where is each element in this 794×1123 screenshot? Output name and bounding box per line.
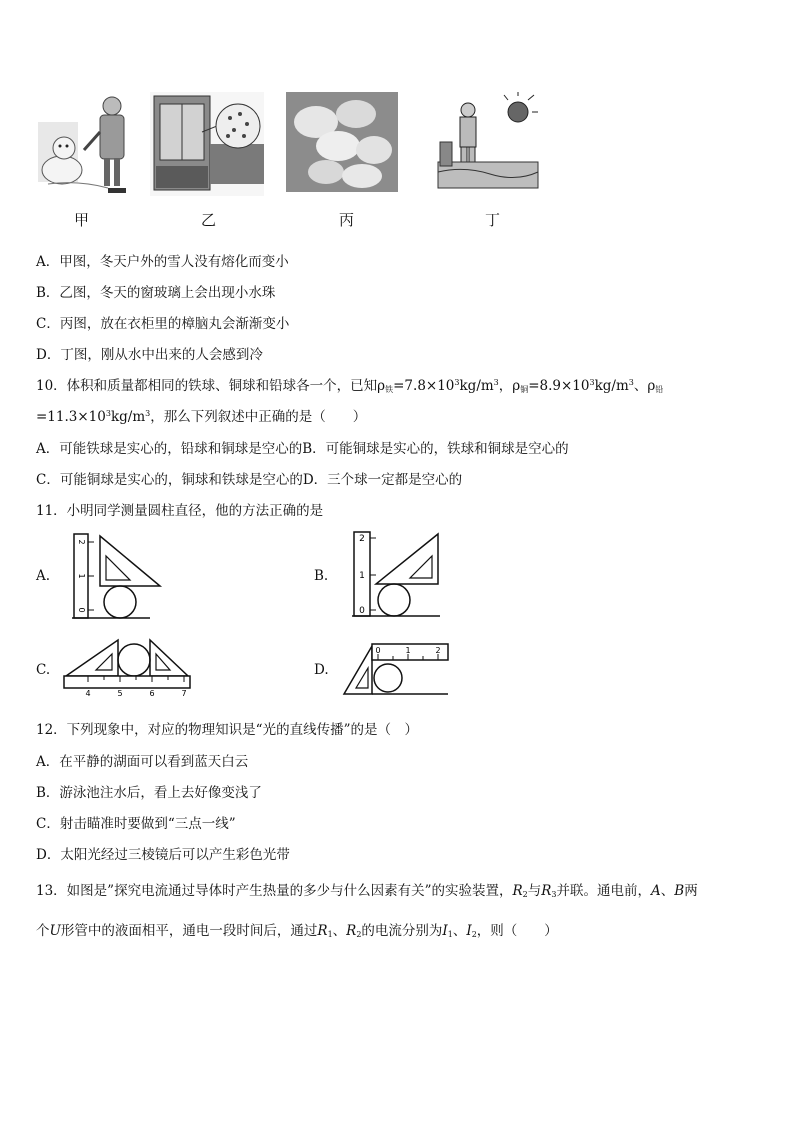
- q12-option-a: A．在平静的湖面可以看到蓝天白云: [36, 754, 249, 770]
- q10-stem-line1: [36, 374, 663, 395]
- q13-dun-2: 、: [332, 923, 347, 939]
- q11-label-b: B.: [314, 568, 329, 584]
- ruler-a-tick-0: 0: [77, 607, 86, 613]
- q12-option-b: B．游泳池注水后，看上去好像变浅了: [36, 785, 262, 801]
- window-illustration: [150, 92, 264, 196]
- val-iron: =7.8×10: [393, 378, 455, 394]
- q13-stem-b: 并联。通电前，: [556, 883, 652, 899]
- q13-stem-line2: [36, 919, 558, 939]
- unit-exp-iron: 3: [493, 378, 499, 387]
- ruler-c-tick-5: 5: [117, 689, 123, 698]
- mothballs-photo: [286, 92, 398, 192]
- exp-lead: 3: [105, 409, 111, 418]
- ruler-b-tick-2: 2: [359, 534, 365, 544]
- unit-copper: kg/m: [594, 378, 629, 394]
- swimmer-illustration: [434, 92, 542, 196]
- ruler-d-tick-2: 2: [435, 646, 441, 655]
- ruler-a-tick-1: 1: [77, 573, 86, 579]
- ruler-c-tick-4: 4: [85, 689, 91, 698]
- i1-symbol: I: [442, 923, 448, 939]
- caption-yi: 乙: [201, 211, 217, 229]
- ruler-a-tick-2: 2: [77, 539, 86, 545]
- caption-jia: 甲: [74, 211, 90, 229]
- q11-figure-b: [346, 530, 446, 622]
- q10-stem-a: 10．体积和质量都相同的铁球、铜球和铅球各一个，已知ρ: [36, 378, 386, 394]
- i2-sub: 2: [471, 930, 477, 939]
- q13-liang: 两: [684, 883, 698, 899]
- letter-b: B: [674, 883, 685, 899]
- r1-symbol: R: [317, 923, 328, 939]
- q9-option-a: A．甲图，冬天户外的雪人没有熔化而变小: [36, 254, 289, 270]
- i1-sub: 1: [447, 930, 453, 939]
- q12-stem: 12．下列现象中，对应的物理知识是“光的直线传播”的是（ ）: [36, 722, 418, 738]
- letter-u: U: [49, 923, 61, 939]
- r1-sub: 1: [327, 930, 333, 939]
- q13-line2-a: 个: [36, 923, 50, 939]
- ruler-b-tick-0: 0: [359, 606, 365, 616]
- q13-line2-d: ，则（ ）: [476, 923, 558, 939]
- unit-exp-lead: 3: [145, 409, 151, 418]
- q13-stem-line1: [36, 879, 698, 899]
- q11-stem: 11．小明同学测量圆柱直径，他的方法正确的是: [36, 503, 324, 519]
- q12-option-c: C．射击瞄准时要做到“三点一线”: [36, 816, 236, 832]
- sub-lead: 铅: [655, 385, 664, 394]
- q11-label-a: A.: [36, 568, 51, 584]
- unit-iron: kg/m: [459, 378, 494, 394]
- caption-bing: 丙: [339, 211, 355, 229]
- r2-symbol: R: [512, 883, 523, 899]
- i2-symbol: I: [466, 923, 472, 939]
- val-lead: =11.3×10: [36, 409, 106, 425]
- q12-option-d: D．太阳光经过三棱镜后可以产生彩色光带: [36, 847, 290, 863]
- q10-options-ab: A．可能铁球是实心的，铅球和铜球是空心的B．可能铜球是实心的，铁球和铜球是空心的: [36, 441, 569, 457]
- q10-stem-line2: [36, 405, 366, 425]
- r2-sub: 2: [522, 890, 528, 899]
- sub-iron: 铁: [385, 385, 394, 394]
- letter-a: A: [651, 883, 661, 899]
- val-copper: =8.9×10: [528, 378, 590, 394]
- caption-ding: 丁: [485, 211, 501, 229]
- unit-lead: kg/m: [110, 409, 146, 425]
- q9-option-c: C．丙图，放在衣柜里的樟脑丸会渐渐变小: [36, 316, 290, 332]
- q11-figure-c: [62, 636, 194, 698]
- unit-exp-copper: 3: [628, 378, 634, 387]
- q11-figure-a: [70, 532, 166, 622]
- q13-yu: 与: [527, 883, 542, 899]
- q10-stem-b: ，那么下列叙述中正确的是（ ）: [150, 409, 367, 425]
- ruler-c-tick-6: 6: [149, 689, 155, 698]
- sep-2: 、ρ: [633, 378, 656, 394]
- ruler-c-tick-7: 7: [181, 689, 187, 698]
- q13-line2-b: 形管中的液面相平，通电一段时间后，通过: [60, 923, 318, 939]
- q11-label-d: D.: [314, 662, 329, 678]
- ruler-d-tick-0: 0: [375, 646, 381, 655]
- exp-iron: 3: [454, 378, 460, 387]
- ruler-b-tick-1: 1: [359, 571, 365, 581]
- ruler-d-tick-1: 1: [405, 646, 411, 655]
- q13-dun-3: 、: [452, 923, 467, 939]
- q9-figures: [0, 92, 794, 202]
- q13-stem-a: 13．如图是”探究电流通过导体时产生热量的多少与什么因素有关”的实验装置，: [36, 883, 513, 899]
- q9-option-b: B．乙图，冬天的窗玻璃上会出现小水珠: [36, 285, 276, 301]
- q13-dun-1: 、: [660, 883, 675, 899]
- r2b-sub: 2: [356, 930, 362, 939]
- q11-label-c: C.: [36, 662, 51, 678]
- r3-symbol: R: [541, 883, 552, 899]
- q11-figure-d: [342, 638, 450, 698]
- sub-copper: 铜: [520, 385, 529, 394]
- q9-option-d: D．丁图，刚从水中出来的人会感到冷: [36, 347, 263, 363]
- exp-copper: 3: [589, 378, 595, 387]
- snowman-illustration: [38, 92, 134, 196]
- q10-options-cd: C．可能铜球是实心的，铜球和铁球是空心的D．三个球一定都是空心的: [36, 472, 463, 488]
- sep-1: ，ρ: [498, 378, 521, 394]
- r3-sub: 3: [551, 890, 557, 899]
- r2b-symbol: R: [346, 923, 357, 939]
- q13-line2-c: 的电流分别为: [361, 923, 443, 939]
